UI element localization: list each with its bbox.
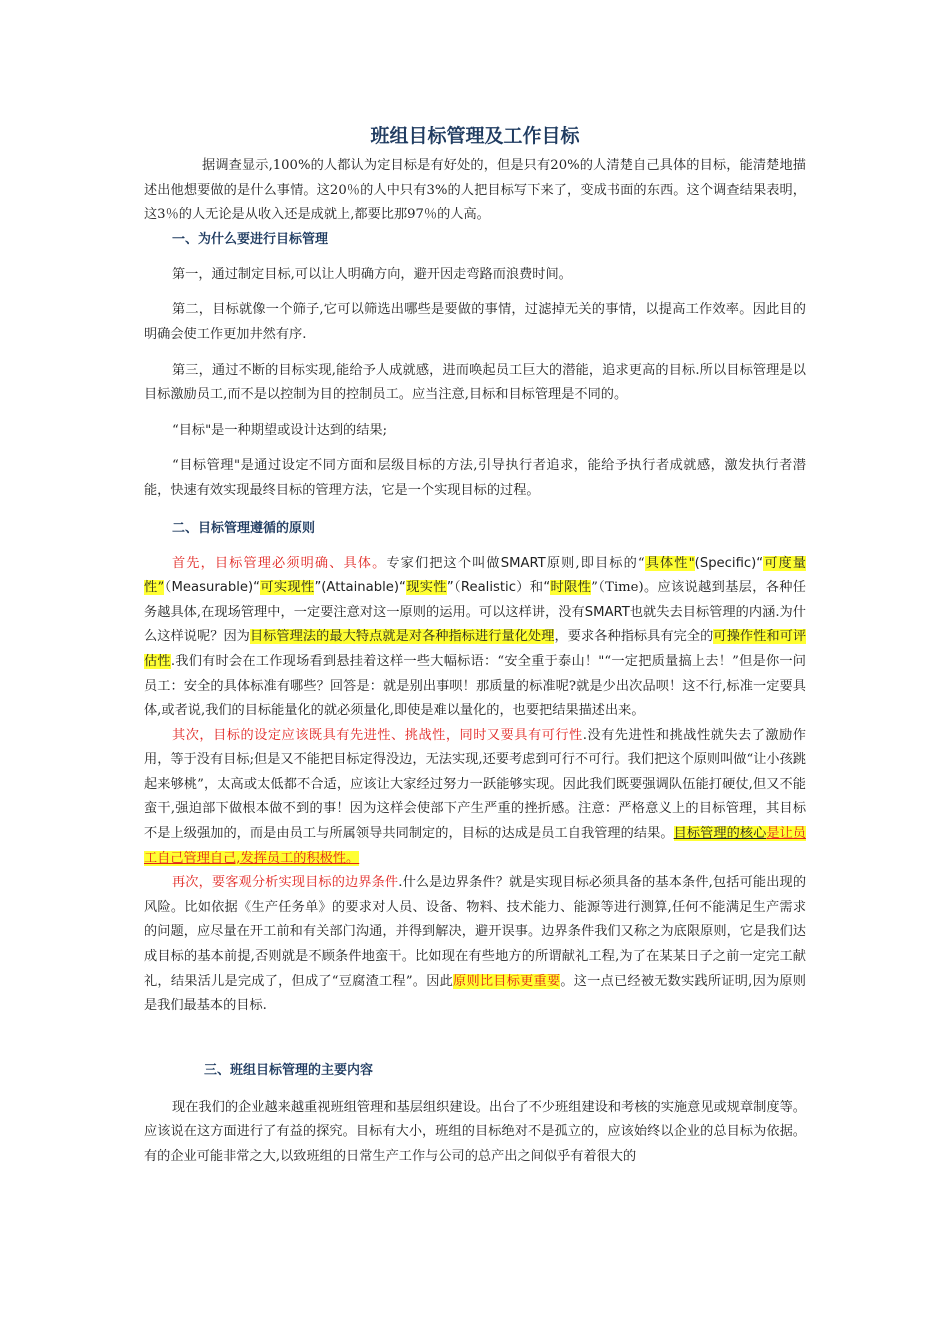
highlight: 目标管理法的最大特点就是对各种指标进行量化处理 — [249, 629, 555, 645]
principle-3-lead: 再次，要客观分析实现目标的边界条件 — [172, 875, 399, 891]
text-run: (Specific)“ — [694, 555, 764, 571]
highlight: 现实性 — [405, 580, 447, 596]
text-run: ”（Realistic）和“ — [446, 580, 551, 596]
section2-paragraph-3 — [144, 871, 806, 1019]
highlight: 可实现性 — [259, 580, 315, 596]
underlined-highlight: 目标管理的核心 — [673, 826, 767, 842]
text-run: 专家们把这个叫做 — [386, 555, 501, 571]
highlight-red: 原则比目标更重要 — [453, 973, 561, 989]
highlight: 可度量性” — [144, 555, 806, 596]
smart-term: SMART — [584, 604, 630, 620]
text-run: 也就失去目标管理的内涵.为什么这样说呢？因为 — [144, 604, 806, 645]
text-run: ”（Time)。应该说越到基层，各种任务越具体,在现场管理中，一定要注意对这一原则的运用。可以这样讲，没有 — [144, 580, 806, 620]
section2-paragraph-1 — [144, 552, 806, 724]
highlight: 可操作性和可评估性 — [144, 629, 807, 669]
section3-heading: 三、班组目标管理的主要内容 — [204, 1062, 374, 1078]
text-run: .什么是边界条件？就是实现目标必须具备的基本条件,包括可能出现的风险。比如依据《生产任务单》的要求对人员、设备、物料、技术能力、能源等进行测算,任何不能满足生产需求的问题，应尽量在开工前和有关部门沟通，并得到解决，避开误事。边界条件我们又称之为底限原则，它是我们达成目标的基本前提,否则就是不顾条件地蛮干。比如现在有些地方的所谓献礼工程,为了在某某日子之前一定完工献礼，结果活儿是完成了，但成了“豆腐渣工程”。因此 — [144, 875, 807, 989]
text-run: ”(Attainable)“ — [314, 580, 406, 596]
section1-paragraph-4: “目标"是一种期望或设计达到的结果; — [172, 422, 388, 438]
highlight: 时限性 — [550, 580, 592, 596]
principle-1-lead: 首先，目标管理必须明确、具体。 — [172, 555, 387, 571]
text-run: .我们有时会在工作现场看到悬挂着这样一些大幅标语：“安全重于泰山！"“一定把质量搞上去！”但是你一问员工：安全的具体标准有哪些？回答是：就是别出事呗！那质量的标准呢?就是少出次品呗！这不行,标准一定要具体,或者说,我们的目标能量化的就必须量化,即使是难以量化的，也要把结果描述出来。 — [144, 653, 806, 719]
section1-paragraph-5: “目标管理"是通过设定不同方面和层级目标的方法,引导执行者追求，能给予执行者成就感，激发执行者潜能，快速有效实现最终目标的管理方法，它是一个实现目标的过程。 — [144, 458, 806, 498]
section1-heading: 一、为什么要进行目标管理 — [172, 231, 329, 247]
text-run: 原则,即目标的“ — [545, 555, 645, 571]
section3-paragraph-1: 现在我们的企业越来越重视班组管理和基层组织建设。出台了不少班组建设和考核的实施意见或规章制度等。应该说在这方面进行了有益的探究。目标有大小，班组的目标绝对不是孤立的，应该始终以企业的总目标为依据。有的企业可能非常之大,以致班组的日常生产工作与公司的总产出之间似乎有着很大的 — [144, 1099, 806, 1164]
highlight: 具体性" — [644, 555, 695, 571]
intro-paragraph: 据调查显示,100%的人都认为定目标是有好处的，但是只有20%的人清楚自己具体的目标，能清楚地描述出他想要做的是什么事情。这20％的人中只有3%的人把目标写下来了，变成书面的东西。这个调查结果表明，这3％的人无论是从收入还是成就上,都要比那97％的人高。 — [144, 158, 806, 223]
text-run: （Measurable)“ — [164, 580, 260, 596]
section2-paragraph-2 — [144, 724, 806, 872]
section1-paragraph-1: 第一，通过制定目标,可以让人明确方向，避开因走弯路而浪费时间。 — [172, 266, 572, 282]
smart-term: SMART — [500, 555, 546, 571]
text-run: .没有先进性和挑战性就失去了激励作用，等于没有目标;但是又不能把目标定得没边，无法实现,还要考虑到可行不可行。我们把这个原则叫做“让小孩跳起来够桃”，太高或太低都不合适，应该让大家经过努力一跃能够实现。因此我们既要强调队伍能打硬仗,但又不能蛮干,强迫部下做根本做不到的事！因为这样会使部下产生严重的挫折感。注意：严格意义上的目标管理，其目标不是上级强加的，而是由员工与所属领导共同制定的，目标的达成是员工自我管理的结果。 — [144, 727, 806, 842]
text-run: ，要求各种指标具有完全的 — [554, 629, 714, 645]
underlined-highlight-red: 是让员工自己管理自己,发挥员工的积极性。 — [144, 826, 806, 866]
section2-heading: 二、目标管理遵循的原则 — [172, 520, 316, 536]
section1-paragraph-3: 第三，通过不断的目标实现,能给予人成就感，进而唤起员工巨大的潜能，追求更高的目标.所以目标管理是以目标激励员工,而不是以控制为目的控制员工。应当注意,目标和目标管理是不同的。 — [144, 362, 806, 403]
text-run: 。这一点已经被无数实践所证明,因为原则是我们最基本的目标. — [144, 973, 806, 1014]
principle-2-lead: 其次，目标的设定应该既具有先进性、挑战性，同时又要具有可行性 — [172, 727, 583, 743]
document-title: 班组目标管理及工作目标 — [370, 125, 580, 147]
section1-paragraph-2: 第二，目标就像一个筛子,它可以筛选出哪些是要做的事情，过滤掉无关的事情，以提高工作效率。因此目的明确会使工作更加井然有序. — [144, 302, 806, 342]
document-page — [144, 120, 806, 1170]
